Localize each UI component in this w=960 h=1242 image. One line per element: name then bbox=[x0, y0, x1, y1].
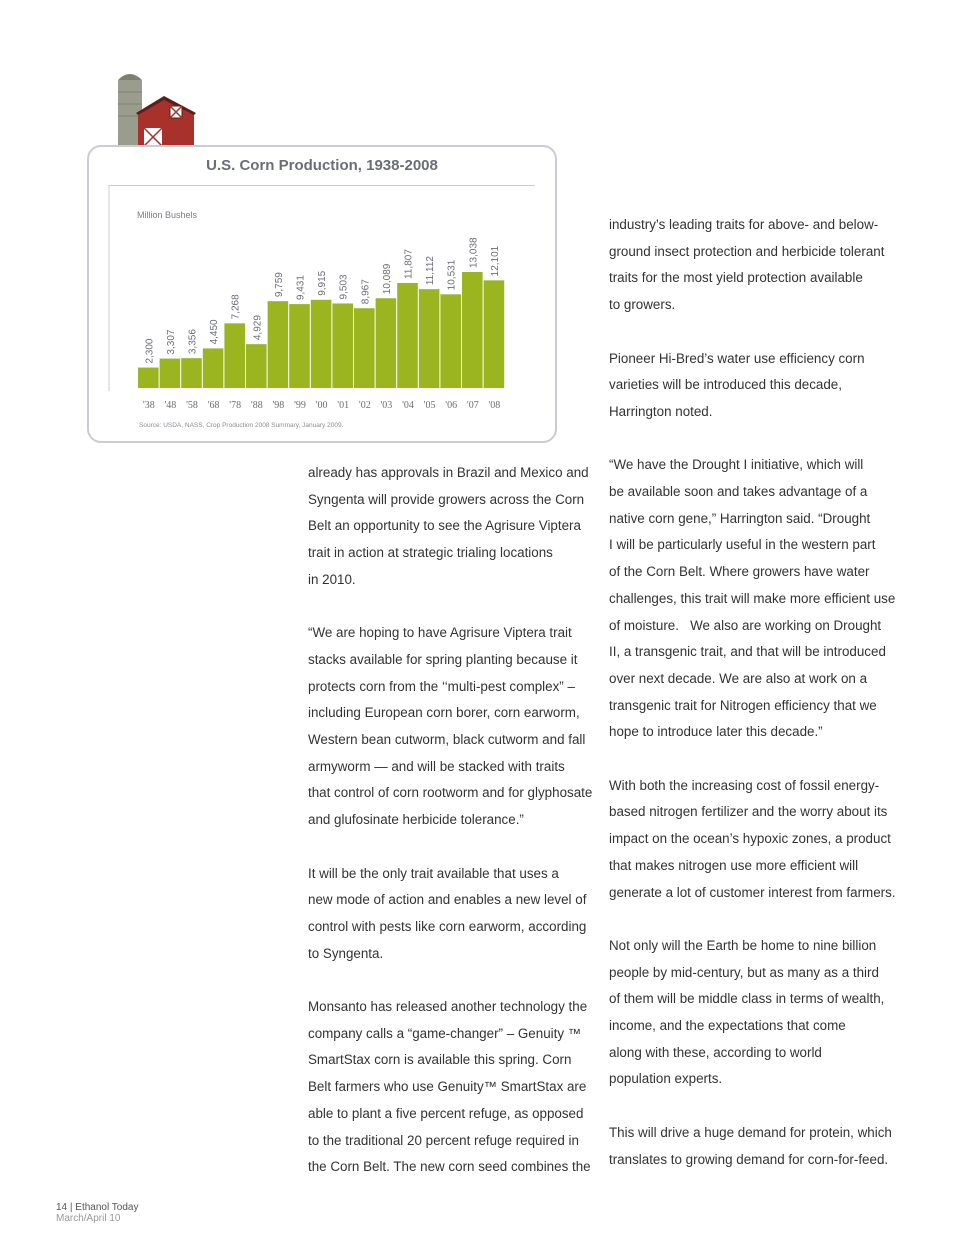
chart-title: U.S. Corn Production, 1938-2008 bbox=[206, 157, 438, 174]
text-line: already has approvals in Brazil and Mexico and bbox=[308, 465, 589, 480]
x-tick-label: '05 bbox=[423, 400, 436, 411]
chart-source-note: Source: USDA, NASS, Crop Production 2008 Summary, January 2009. bbox=[139, 422, 344, 429]
x-tick-label: '07 bbox=[466, 400, 479, 411]
text-line: that makes nitrogen use more efficient will bbox=[609, 857, 859, 873]
bar-value-label: 9,431 bbox=[295, 275, 307, 301]
text-line: traits for the most yield protection available bbox=[609, 270, 863, 286]
text-line: of the Corn Belt. Where growers have water bbox=[609, 564, 870, 580]
article-column-middle bbox=[308, 460, 593, 1181]
x-tick-label: '03 bbox=[380, 400, 393, 411]
x-tick-label: '99 bbox=[294, 400, 306, 411]
text-line: control with pests like corn earworm, according bbox=[308, 918, 587, 934]
bar bbox=[224, 323, 245, 388]
paragraph bbox=[308, 994, 591, 1181]
text-line: people by mid-century, but as many as a third bbox=[609, 964, 879, 980]
text-line: I will be particularly useful in the western part bbox=[609, 537, 876, 553]
bar-value-label: 13,038 bbox=[468, 237, 480, 268]
text-line: to the traditional 20 percent refuge required in bbox=[308, 1132, 579, 1148]
paragraph bbox=[609, 346, 899, 426]
text-line: to growers. bbox=[609, 297, 676, 313]
text-line: Western bean cutworm, black cutworm and fall bbox=[308, 732, 586, 748]
bar bbox=[138, 368, 159, 388]
bar bbox=[203, 348, 224, 388]
text-line: II, a transgenic trait, and that will be introduced bbox=[609, 644, 886, 660]
bar bbox=[311, 300, 332, 388]
bar-value-label: 4,929 bbox=[252, 315, 264, 341]
text-line: the Corn Belt. The new corn seed combines the bbox=[308, 1159, 591, 1175]
y-axis-label: Million Bushels bbox=[137, 210, 198, 220]
text-line: Syngenta will provide growers across the Corn bbox=[308, 491, 585, 507]
bar-value-label: 3,307 bbox=[165, 329, 177, 355]
bar-value-label: 9,759 bbox=[273, 272, 285, 298]
bar bbox=[354, 308, 375, 388]
text-line: of them will be middle class in terms of wealth, bbox=[609, 991, 885, 1007]
text-line: generate a lot of customer interest from farmers. bbox=[609, 884, 896, 900]
text-line: Not only will the Earth be home to nine billion bbox=[609, 937, 877, 953]
x-tick-label: '06 bbox=[445, 400, 458, 411]
text-line: able to plant a five percent refuge, as opposed bbox=[308, 1105, 584, 1121]
text-line: company calls a “game-changer” – Genuity ™ bbox=[308, 1025, 582, 1041]
text-line: trait in action at strategic trialing locations bbox=[308, 545, 553, 561]
bar-value-label: 11,112 bbox=[425, 256, 437, 286]
text-line: be available soon and takes advantage of a bbox=[609, 484, 868, 499]
text-line: protects corn from the ‘‘multi-pest complex” – bbox=[308, 678, 575, 694]
text-line: SmartStax corn is available this spring. Corn bbox=[308, 1052, 572, 1068]
x-tick-label: '01 bbox=[337, 400, 350, 411]
text-line: that control of corn rootworm and for glyphosate bbox=[308, 785, 593, 801]
paragraph bbox=[308, 861, 587, 968]
x-tick-label: '68 bbox=[207, 400, 220, 411]
text-line: Belt farmers who use Genuity™ SmartStax are bbox=[308, 1079, 587, 1095]
bar bbox=[397, 283, 418, 388]
text-line: population experts. bbox=[609, 1071, 723, 1087]
x-tick-label: '02 bbox=[358, 400, 371, 411]
bar bbox=[181, 358, 202, 388]
text-line: income, and the expectations that come bbox=[609, 1018, 846, 1034]
bar bbox=[246, 344, 267, 388]
paragraph bbox=[308, 460, 589, 594]
corn-production-chart bbox=[87, 145, 557, 443]
bar-value-label: 7,268 bbox=[230, 294, 242, 320]
text-line: impact on the ocean’s hypoxic zones, a product bbox=[609, 831, 891, 847]
x-tick-label: '78 bbox=[229, 400, 242, 411]
text-line: new mode of action and enables a new level of bbox=[308, 892, 587, 908]
text-line: With both the increasing cost of fossil energy- bbox=[609, 777, 880, 793]
text-line: based nitrogen fertilizer and the worry about its bbox=[609, 804, 888, 820]
x-tick-label: '48 bbox=[164, 400, 177, 411]
bar bbox=[419, 289, 440, 388]
text-line: native corn gene,” Harrington said. “Drought bbox=[609, 510, 871, 526]
bar-value-label: 10,089 bbox=[381, 263, 393, 295]
paragraph bbox=[609, 212, 899, 319]
text-line: stacks available for spring planting because it bbox=[308, 651, 578, 667]
x-tick-label: '00 bbox=[315, 400, 328, 411]
bar-value-label: 11,807 bbox=[403, 249, 415, 279]
x-tick-label: '04 bbox=[402, 400, 414, 411]
paragraph bbox=[609, 773, 899, 907]
text-line: It will be the only trait available that uses a bbox=[308, 865, 559, 881]
bar-value-label: 8,967 bbox=[360, 279, 372, 305]
x-tick-label: '58 bbox=[186, 400, 198, 411]
x-tick-label: '98 bbox=[272, 400, 285, 411]
bar-chart-plot bbox=[89, 147, 555, 441]
bar bbox=[484, 280, 505, 388]
text-line: over next decade. We are also at work on a bbox=[609, 670, 868, 686]
bar-value-label: 9,915 bbox=[317, 270, 329, 296]
text-line: Harrington noted. bbox=[609, 403, 713, 419]
text-line: in 2010. bbox=[308, 571, 356, 587]
text-line: Belt an opportunity to see the Agrisure Viptera bbox=[308, 518, 581, 534]
bar bbox=[376, 298, 397, 388]
text-line: to Syngenta. bbox=[308, 945, 384, 961]
text-line: Monsanto has released another technology the bbox=[308, 999, 588, 1015]
text-line: challenges, this trait will make more efficient use bbox=[609, 590, 896, 606]
bar bbox=[268, 301, 289, 388]
paragraph bbox=[609, 452, 899, 746]
bar bbox=[160, 359, 181, 388]
text-line: This will drive a huge demand for protein, which bbox=[609, 1124, 892, 1140]
text-line: Pioneer Hi-Bred’s water use efficiency corn bbox=[609, 350, 865, 366]
bar bbox=[440, 294, 461, 388]
bar bbox=[462, 272, 483, 388]
text-line: armyworm — and will be stacked with traits bbox=[308, 758, 565, 774]
article-column-right bbox=[609, 212, 899, 1173]
paragraph bbox=[308, 620, 593, 834]
page-number-label: 14 | Ethanol Today bbox=[56, 1202, 139, 1213]
bar bbox=[332, 303, 353, 388]
bar-value-label: 2,300 bbox=[144, 338, 156, 364]
bar-value-label: 4,450 bbox=[209, 319, 221, 345]
bar-value-label: 10,531 bbox=[446, 259, 458, 291]
bar-value-label: 3,356 bbox=[187, 329, 199, 355]
text-line: transgenic trait for Nitrogen efficiency that we bbox=[609, 697, 877, 713]
x-tick-label: '08 bbox=[488, 400, 501, 411]
text-line: varieties will be introduced this decade, bbox=[609, 377, 842, 393]
text-line: “We are hoping to have Agrisure Viptera trait bbox=[308, 625, 572, 641]
page-folio bbox=[56, 1202, 138, 1224]
x-tick-label: '88 bbox=[250, 400, 263, 411]
issue-date: March/April 10 bbox=[56, 1213, 121, 1224]
paragraph bbox=[609, 933, 899, 1093]
text-line: translates to growing demand for corn-for-feed. bbox=[609, 1151, 889, 1167]
text-line: industry’s leading traits for above- and below- bbox=[609, 217, 879, 232]
text-line: ground insect protection and herbicide tolerant bbox=[609, 243, 885, 259]
text-line: along with these, according to world bbox=[609, 1044, 822, 1060]
text-line: of moisture. We also are working on Drought bbox=[609, 617, 882, 633]
text-line: and glufosinate herbicide tolerance.” bbox=[308, 812, 524, 828]
bar-value-label: 12,101 bbox=[489, 245, 501, 277]
text-line: “We have the Drought I initiative, which will bbox=[609, 457, 864, 473]
paragraph bbox=[609, 1120, 899, 1173]
bar-value-label: 9,503 bbox=[338, 274, 350, 300]
bar bbox=[289, 304, 310, 388]
farm-barn-silo-icon bbox=[112, 72, 196, 146]
text-line: including European corn borer, corn earworm, bbox=[308, 705, 580, 721]
x-tick-label: '38 bbox=[142, 400, 155, 411]
text-line: hope to introduce later this decade.” bbox=[609, 724, 823, 740]
